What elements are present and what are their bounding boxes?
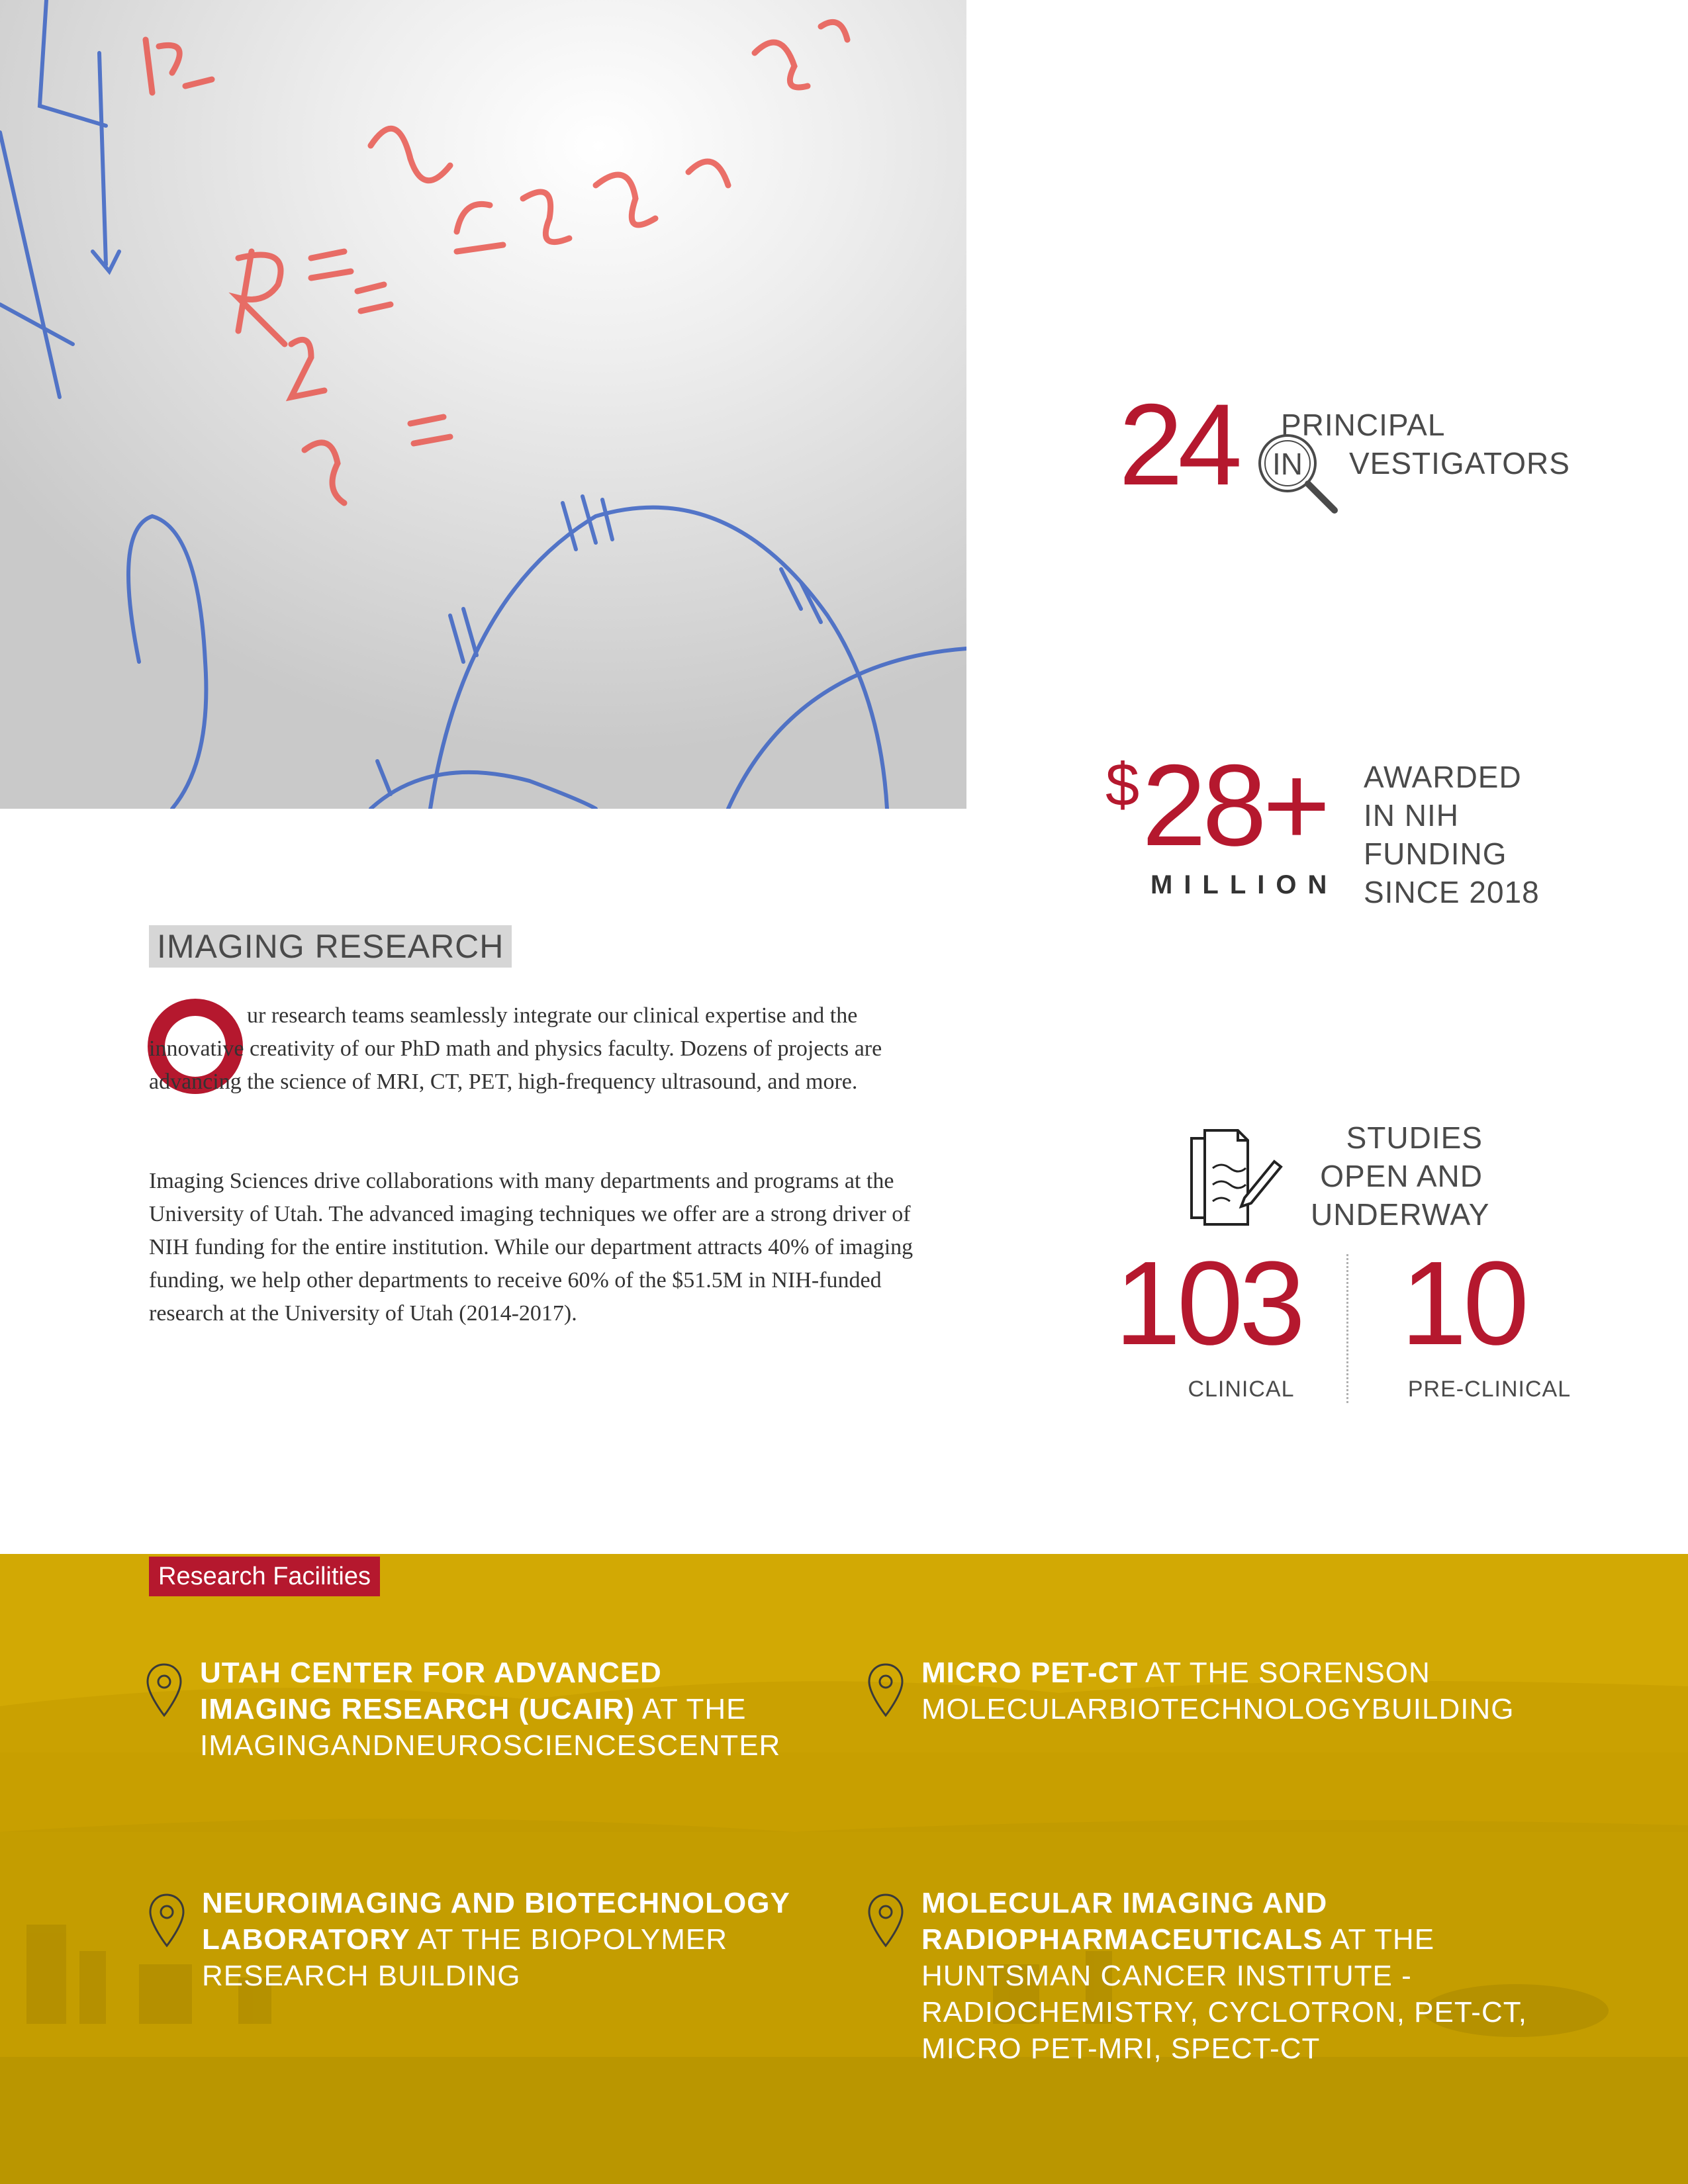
facility-location: IMAGINGANDNEUROSCIENCESCENTER: [200, 1729, 781, 1762]
facility-location: AT THE SORENSON: [1138, 1657, 1430, 1689]
intro-text: ur research teams seamlessly integrate our clinical expertise and the innovative creativity of our PhD math and physics faculty. Dozens of projects are advancing the science of MRI, CT, PET, high-frequency ultrasound, and more.: [149, 1003, 882, 1094]
dropcap-indent: [149, 1016, 247, 1023]
investigators-label-line2: VESTIGATORS: [1349, 446, 1570, 480]
research-facilities-tag: Research Facilities: [149, 1557, 380, 1596]
funding-line: FUNDING: [1364, 837, 1507, 871]
whiteboard-image: [0, 0, 966, 809]
funding-amount: 28+: [1142, 741, 1327, 870]
studies-line: UNDERWAY: [1311, 1197, 1490, 1232]
body-paragraph: Imaging Sciences drive collaborations with many departments and programs at the University of Utah. The advanced imaging techniques we offer are a strong driver of NIH funding for the entire institution. While our department attracts 40% of imaging funding, we help other departments to receive 60% of the $51.5M in NIH-funded research at the University of Utah (2014-2017).: [149, 1169, 914, 1326]
investigators-badge: IN: [1272, 447, 1303, 481]
studies-line: STUDIES: [1346, 1120, 1483, 1155]
facility-name: LABORATORY: [202, 1923, 410, 1956]
magnifier-icon: [1251, 427, 1344, 520]
studies-label: [1311, 1118, 1490, 1234]
funding-unit: MILLION: [1150, 870, 1338, 899]
facility-location: AT THE BIOPOLYMER: [410, 1923, 728, 1956]
facility-molecular-imaging: [921, 1885, 1583, 2067]
preclinical-label: PRE-CLINICAL: [1407, 1377, 1571, 1402]
facility-location: RESEARCH BUILDING: [202, 1960, 521, 1992]
facility-location: RADIOCHEMISTRY, CYCLOTRON, PET-CT,: [921, 1996, 1527, 2028]
facility-name: MICRO PET-CT: [921, 1657, 1139, 1689]
facility-location: AT THE: [1323, 1923, 1435, 1956]
facility-ucair: [200, 1655, 862, 1764]
funding-currency: $: [1105, 751, 1140, 819]
investigators-label-line1: PRINCIPAL: [1281, 408, 1446, 442]
stat-principal-investigators: [1119, 381, 1582, 533]
section-title: IMAGING RESEARCH: [149, 925, 512, 968]
facility-name: MOLECULAR IMAGING AND: [921, 1887, 1328, 1919]
facility-name: NEUROIMAGING AND BIOTECHNOLOGY: [202, 1887, 790, 1919]
city-landscape-background: [0, 1554, 1688, 2184]
funding-description: [1364, 758, 1602, 911]
location-pin-icon: [147, 1891, 187, 1951]
location-pin-icon: [144, 1661, 184, 1721]
clinical-count: 103: [1114, 1237, 1302, 1370]
funding-line: AWARDED: [1364, 760, 1522, 794]
studies-line: OPEN AND: [1320, 1159, 1483, 1193]
clinical-label: CLINICAL: [1188, 1377, 1295, 1402]
whiteboard-photo: [0, 0, 966, 809]
facility-micro-pet-ct: [921, 1655, 1583, 1727]
preclinical-count: 10: [1400, 1237, 1526, 1370]
facility-location: AT THE: [635, 1693, 747, 1725]
funding-line: IN NIH: [1364, 798, 1459, 833]
intro-paragraph: [149, 999, 937, 1099]
research-facilities-band: [0, 1554, 1688, 2184]
funding-line: SINCE 2018: [1364, 875, 1540, 909]
location-pin-icon: [866, 1891, 906, 1951]
facility-location: MOLECULARBIOTECHNOLOGYBUILDING: [921, 1693, 1515, 1725]
facility-name: RADIOPHARMACEUTICALS: [921, 1923, 1323, 1956]
facility-neuroimaging: [202, 1885, 864, 1994]
documents-icon: [1185, 1125, 1284, 1231]
stat-nih-funding: [1105, 741, 1609, 920]
facility-name: UTAH CENTER FOR ADVANCED: [200, 1657, 662, 1689]
location-pin-icon: [866, 1661, 906, 1721]
stat-studies: [1112, 1112, 1589, 1416]
facility-location: HUNTSMAN CANCER INSTITUTE -: [921, 1960, 1412, 1992]
investigators-count: 24: [1119, 381, 1237, 510]
facility-name: IMAGING RESEARCH (UCAIR): [200, 1693, 635, 1725]
facility-location: MICRO PET-MRI, SPECT-CT: [921, 2032, 1321, 2065]
